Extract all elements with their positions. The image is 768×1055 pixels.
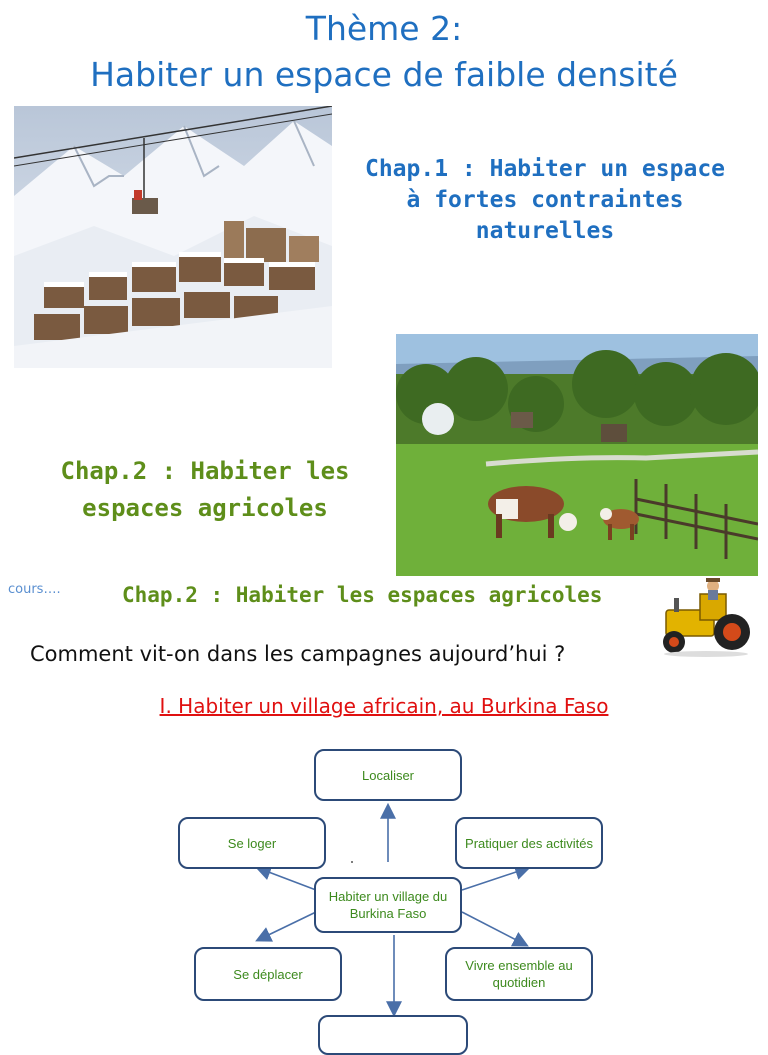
diagram-box-se-deplacer: Se déplacer xyxy=(194,947,342,1001)
diagram-box-localiser: Localiser xyxy=(314,749,462,801)
mountain-illustration xyxy=(14,106,332,368)
arrow-to-se-loger xyxy=(258,868,316,890)
chapter2-title-line2: espaces agricoles xyxy=(82,494,328,522)
countryside-cows-photo xyxy=(396,334,758,576)
chapter1-title-line3: naturelles xyxy=(475,218,615,244)
tractor-icon xyxy=(656,576,754,658)
mountain-ski-resort-photo xyxy=(14,106,332,368)
lesson-chapter-title: Chap.2 : Habiter les espaces agricoles xyxy=(122,583,603,607)
lesson-question: Comment vit-on dans les campagnes aujourd’hui ? xyxy=(30,642,566,666)
arrow-to-activites xyxy=(462,868,528,890)
chapter2-title-line1: Chap.2 : Habiter les xyxy=(60,457,350,485)
cours-label: cours…. xyxy=(8,582,61,597)
diagram-box-vivre-ensemble: Vivre ensemble au quotidien xyxy=(445,947,593,1001)
diagram-box-se-loger: Se loger xyxy=(178,817,326,869)
countryside-illustration xyxy=(396,334,758,576)
section-title: I. Habiter un village africain, au Burkina Faso xyxy=(159,694,609,718)
arrow-to-vivre-ensemble xyxy=(462,912,526,945)
diagram-box-bottom xyxy=(318,1015,468,1055)
diagram-box-center: Habiter un village du Burkina Faso xyxy=(314,877,462,933)
diagram-box-pratiquer-activites: Pratiquer des activités xyxy=(455,817,603,869)
arrow-to-se-deplacer xyxy=(258,912,316,940)
theme-subtitle: Habiter un espace de faible densité xyxy=(90,55,678,94)
chapter1-title-line1: Chap.1 : Habiter un espace xyxy=(364,156,726,182)
theme-title: Thème 2: xyxy=(305,9,463,48)
chapter1-title-line2: à fortes contraintes xyxy=(406,187,684,213)
